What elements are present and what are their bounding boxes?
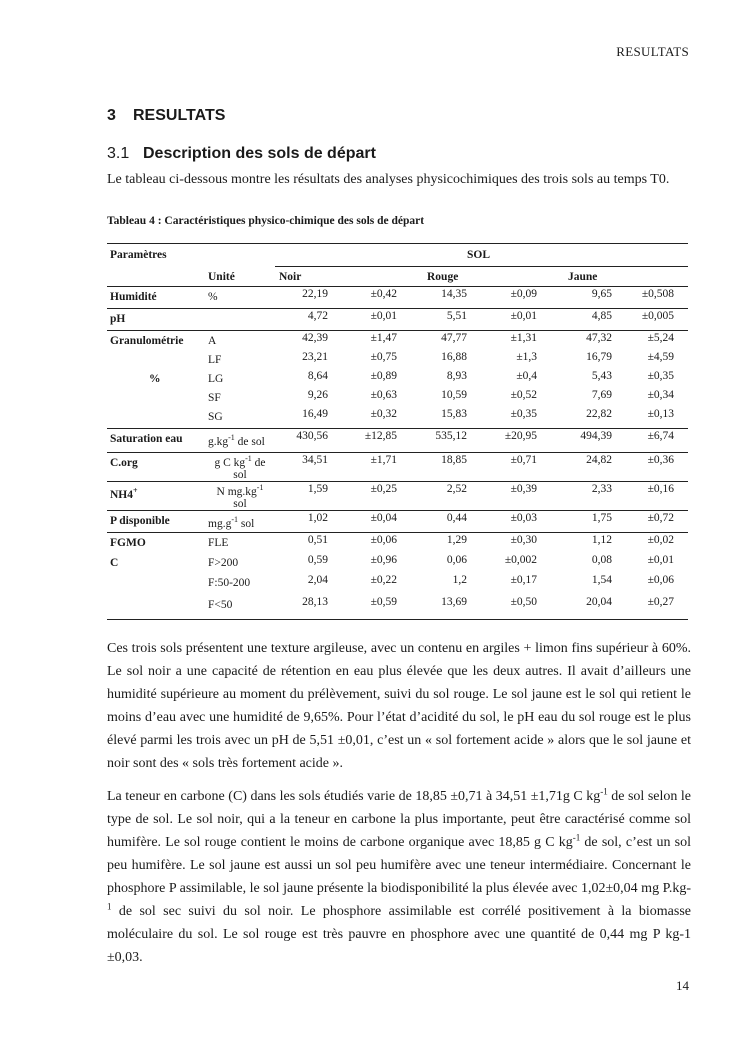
row-rule [107, 286, 688, 287]
param-cell: Granulométrie [110, 335, 184, 347]
header-jaune: Jaune [568, 271, 598, 283]
value-noir-sd: ±0,25 [370, 483, 397, 495]
value-noir-sd: ±0,06 [370, 534, 397, 546]
value-noir-sd: ±0,96 [370, 554, 397, 566]
value-rouge: 2,52 [446, 483, 467, 495]
unit-text: mg.g [208, 517, 232, 530]
value-jaune: 16,79 [586, 351, 612, 363]
value-jaune: 22,82 [586, 408, 612, 420]
unit-cell: LF [208, 354, 222, 366]
value-jaune: 1,54 [591, 574, 612, 586]
value-jaune-sd: ±0,02 [647, 534, 674, 546]
section-title: RESULTATS [133, 107, 226, 124]
value-rouge: 5,51 [446, 310, 467, 322]
value-rouge-sd: ±1,3 [516, 351, 537, 363]
header-parametres: Paramètres [110, 249, 167, 261]
param-cell: C [110, 557, 119, 569]
unit-cell: A [208, 335, 217, 347]
value-noir-sd: ±1,71 [370, 454, 397, 466]
value-jaune-sd: ±0,16 [647, 483, 674, 495]
unit-cell [205, 453, 275, 481]
value-rouge-sd: ±0,01 [510, 310, 537, 322]
value-noir: 0,51 [307, 534, 328, 546]
param-cell: Humidité [110, 291, 157, 303]
unit-cell: SF [208, 392, 221, 404]
value-jaune-sd: ±0,35 [647, 370, 674, 382]
unit-superscript: -1 [256, 483, 264, 492]
value-rouge-sd: ±0,39 [510, 483, 537, 495]
value-jaune: 9,65 [591, 288, 612, 300]
unit-text: g.kg [208, 435, 229, 448]
value-rouge: 8,93 [446, 370, 467, 382]
value-jaune-sd: ±0,06 [647, 574, 674, 586]
value-rouge: 13,69 [441, 596, 467, 608]
value-rouge-sd: ±0,30 [510, 534, 537, 546]
value-rouge-sd: ±0,52 [510, 389, 537, 401]
carbone-text-4: de sol sec suivi du sol noir. Le phosphore assimilable est corrélé positivement à la biomasse moléculaire du sol. Le sol rouge est très pauvre en phosphore avec une quantité de 0,44 mg P kg-1 ±0,03. [107, 904, 691, 965]
value-jaune-sd: ±0,01 [647, 554, 674, 566]
value-noir: 2,04 [307, 574, 328, 586]
unit-text: de [251, 456, 266, 469]
carbone-sup-1: -1 [600, 786, 608, 797]
carbone-text-3: de sol, c’est un sol peu humifère. Le sol jaune est aussi un sol peu humifère avec une teneur intermédiaire. Concernant le phosphore P assimilable, le sol jaune présente la biodisponibilité la plus élevée avec 1,02±0,04 mg P.kg- [107, 835, 691, 896]
unit-text: de sol [234, 435, 265, 448]
value-noir-sd: ±0,75 [370, 351, 397, 363]
header-unite: Unité [208, 271, 235, 283]
param-superscript: + [133, 486, 138, 495]
carbone-text-1: La teneur en carbone (C) dans les sols étudiés varie de 18,85 ±0,71 à 34,51 ±1,71g C kg [107, 789, 601, 804]
value-noir-sd: ±0,04 [370, 512, 397, 524]
unit-cell: F:50-200 [208, 577, 251, 589]
header-sol: SOL [467, 249, 491, 261]
param-cell: % [149, 373, 161, 385]
carbone-sup-3: 1 [107, 901, 112, 912]
page-number: 14 [676, 978, 689, 993]
subsection-number: 3.1 [107, 145, 130, 162]
table-top-rule [107, 243, 688, 244]
value-rouge: 47,77 [441, 332, 467, 344]
value-rouge-sd: ±0,35 [510, 408, 537, 420]
param-cell: P disponible [110, 515, 170, 527]
value-rouge: 0,44 [446, 512, 467, 524]
value-jaune: 20,04 [586, 596, 612, 608]
value-rouge: 0,06 [446, 554, 467, 566]
value-jaune: 5,43 [591, 370, 612, 382]
header-noir: Noir [279, 271, 302, 283]
unit-cell: % [208, 291, 218, 303]
table-caption: Tableau 4 : Caractéristiques physico-chimique des sols de départ [107, 215, 425, 227]
carbone-sup-2: -1 [572, 832, 581, 843]
value-jaune-sd: ±0,005 [641, 310, 674, 322]
value-jaune: 2,33 [591, 483, 612, 495]
value-noir: 0,59 [307, 554, 328, 566]
unit-superscript: -1 [245, 454, 252, 463]
value-jaune-sd: ±6,74 [647, 430, 674, 442]
unit-text: sol [233, 468, 247, 481]
value-rouge-sd: ±0,03 [510, 512, 537, 524]
value-noir-sd: ±12,85 [364, 430, 397, 442]
value-jaune-sd: ±4,59 [647, 351, 674, 363]
value-noir: 4,72 [307, 310, 328, 322]
unit-text: g C kg [214, 456, 246, 469]
value-jaune: 7,69 [591, 389, 612, 401]
value-rouge-sd: ±0,09 [510, 288, 537, 300]
value-noir: 8,64 [307, 370, 328, 382]
row-rule [107, 452, 688, 453]
value-rouge-sd: ±0,17 [510, 574, 537, 586]
value-noir: 1,02 [307, 512, 328, 524]
value-jaune: 24,82 [586, 454, 612, 466]
value-jaune-sd: ±0,36 [647, 454, 674, 466]
row-rule [107, 330, 688, 331]
value-rouge-sd: ±0,4 [516, 370, 537, 382]
value-noir: 34,51 [302, 454, 328, 466]
param-cell [110, 486, 138, 501]
running-head: RESULTATS [616, 44, 689, 59]
header-sol-rule [275, 266, 688, 267]
value-noir: 9,26 [307, 389, 328, 401]
value-rouge: 535,12 [435, 430, 467, 442]
section-number: 3 [107, 107, 116, 124]
value-noir: 1,59 [307, 483, 328, 495]
value-noir: 28,13 [302, 596, 328, 608]
value-rouge: 15,83 [441, 408, 467, 420]
value-rouge: 14,35 [441, 288, 467, 300]
value-noir-sd: ±0,22 [370, 574, 397, 586]
row-rule [107, 481, 688, 482]
value-rouge-sd: ±0,50 [510, 596, 537, 608]
param-cell: Saturation eau [110, 433, 183, 445]
unit-superscript: -1 [231, 515, 238, 524]
unit-cell: F<50 [208, 599, 233, 611]
value-rouge-sd: ±0,71 [510, 454, 537, 466]
value-noir: 22,19 [302, 288, 328, 300]
value-noir-sd: ±1,47 [370, 332, 397, 344]
row-rule [107, 428, 688, 429]
value-noir: 23,21 [302, 351, 328, 363]
header-rouge: Rouge [427, 271, 459, 283]
value-noir-sd: ±0,32 [370, 408, 397, 420]
unit-cell [208, 515, 254, 530]
value-rouge: 10,59 [441, 389, 467, 401]
unit-cell: FLE [208, 537, 229, 549]
row-rule [107, 510, 688, 511]
value-rouge-sd: ±20,95 [504, 430, 537, 442]
subsection-heading [107, 145, 376, 163]
value-jaune: 0,08 [591, 554, 612, 566]
unit-cell: F>200 [208, 557, 239, 569]
value-jaune: 494,39 [580, 430, 612, 442]
value-noir-sd: ±0,01 [370, 310, 397, 322]
param-cell: FGMO [110, 537, 146, 549]
value-jaune-sd: ±0,72 [647, 512, 674, 524]
paragraph-texture: Ces trois sols présentent une texture argileuse, avec un contenu en argiles + limon fins supérieur à 60%. Le sol noir a une capacité de rétention en eau plus élevée que les deux autres. Il avait d’ailleurs une humidité supérieure au moment du prélèvement, suivi du sol rouge. Le sol jaune est le sol qui retient le moins d’eau avec une humidité de 9,65%. Pour l’état d’acidité du sol, le pH eau du sol rouge est le plus élevé parmi les trois avec un pH de 5,51 ±0,01, c’est un « sol fortement acide » alors que le sol jaune et noir sont des « sols très fortement acide ». [107, 641, 691, 771]
row-rule [107, 532, 688, 533]
value-noir: 16,49 [302, 408, 328, 420]
value-jaune-sd: ±0,27 [647, 596, 674, 608]
value-jaune-sd: ±0,13 [647, 408, 674, 420]
value-rouge: 18,85 [441, 454, 467, 466]
value-jaune-sd: ±0,508 [641, 288, 674, 300]
value-jaune: 1,12 [591, 534, 612, 546]
unit-text: sol [233, 497, 247, 510]
value-jaune: 4,85 [591, 310, 612, 322]
value-jaune-sd: ±0,34 [647, 389, 674, 401]
carbone-text-2: de sol selon le type de sol. Le sol noir, qui a la teneur en carbone la plus importante, peut être caractérisé comme sol humifère. Le sol rouge contient le moins de carbone organique avec 18,85 g C kg [107, 789, 691, 850]
row-rule [107, 308, 688, 309]
unit-text: N mg.kg [216, 485, 257, 498]
value-rouge: 16,88 [441, 351, 467, 363]
unit-cell: LG [208, 373, 224, 385]
value-rouge-sd: ±0,002 [504, 554, 537, 566]
unit-text: sol [238, 517, 255, 530]
value-rouge-sd: ±1,31 [510, 332, 537, 344]
value-rouge: 1,2 [452, 574, 467, 586]
intro-paragraph: Le tableau ci-dessous montre les résultats des analyses physicochimiques des trois sols au temps T0. [107, 172, 670, 187]
value-noir-sd: ±0,89 [370, 370, 397, 382]
subsection-title: Description des sols de départ [143, 145, 376, 162]
unit-cell [205, 482, 275, 510]
table-bottom-rule [107, 619, 688, 620]
unit-cell [208, 433, 265, 448]
value-noir: 42,39 [302, 332, 328, 344]
param-text: NH4 [110, 488, 133, 501]
value-jaune: 1,75 [591, 512, 612, 524]
value-noir-sd: ±0,63 [370, 389, 397, 401]
section-heading [107, 107, 225, 125]
value-jaune-sd: ±5,24 [647, 332, 674, 344]
param-cell: C.org [110, 457, 138, 469]
value-rouge: 1,29 [446, 534, 467, 546]
unit-cell: SG [208, 411, 223, 423]
unit-superscript: -1 [228, 433, 235, 442]
value-jaune: 47,32 [586, 332, 612, 344]
param-cell: pH [110, 313, 126, 325]
value-noir-sd: ±0,59 [370, 596, 397, 608]
value-noir: 430,56 [296, 430, 328, 442]
value-noir-sd: ±0,42 [370, 288, 397, 300]
paragraph-carbone [107, 785, 691, 969]
